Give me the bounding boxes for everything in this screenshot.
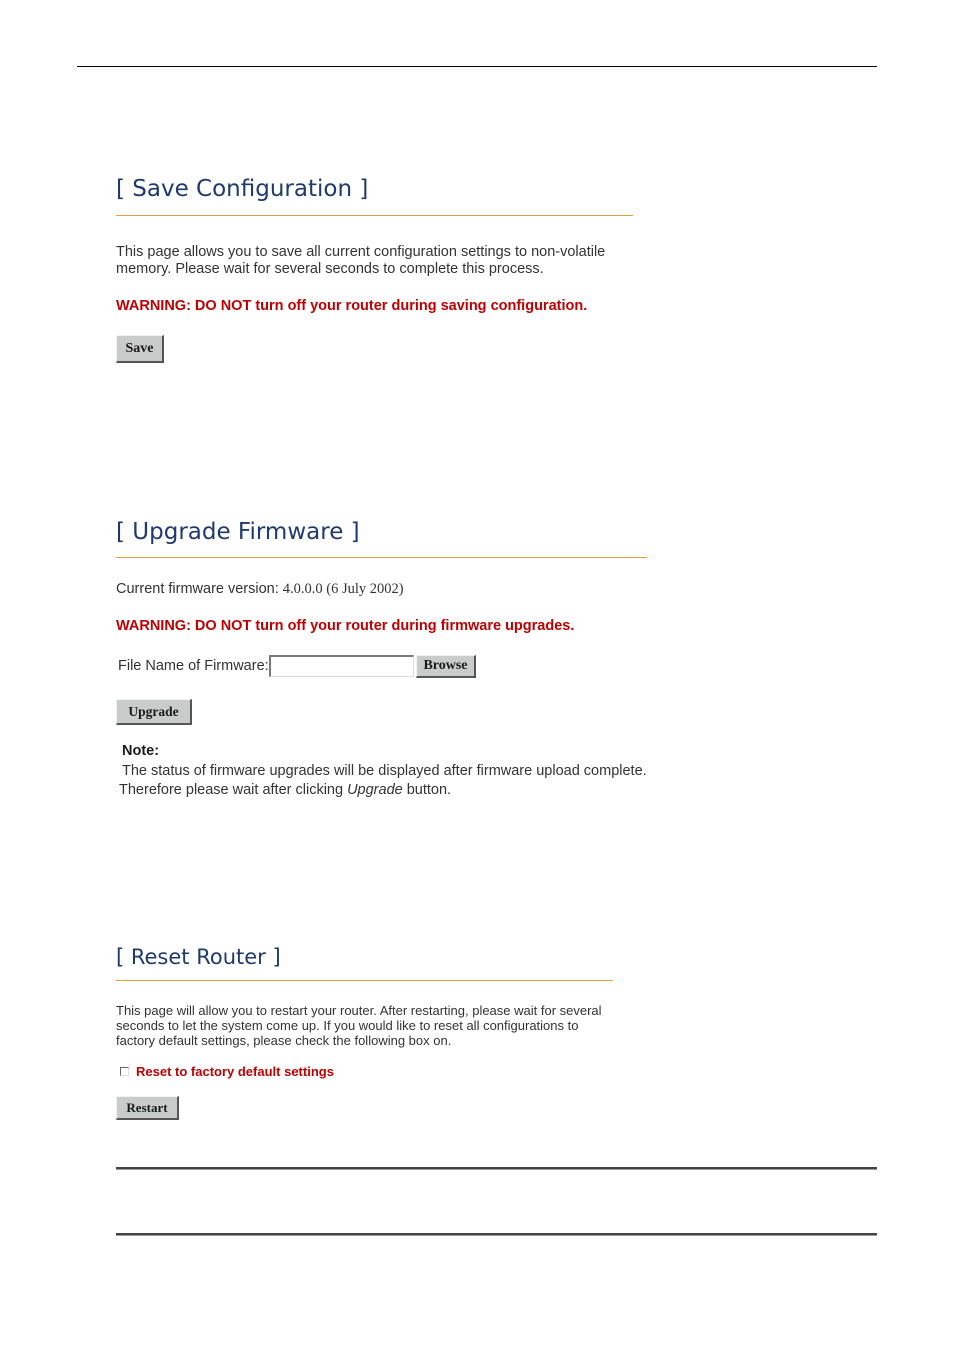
save-config-desc-line2: memory. Please wait for several seconds to complete this process.	[116, 261, 544, 277]
save-config-divider	[116, 215, 633, 216]
note-line2	[119, 782, 451, 800]
bottom-rule-lower	[116, 1233, 877, 1236]
reset-router-title: [ Reset Router ]	[116, 945, 281, 969]
note-line2-suffix: button.	[402, 782, 452, 798]
note-line1: The status of firmware upgrades will be displayed after firmware upload complete.	[122, 763, 647, 779]
firmware-version-label: Current firmware version:	[116, 581, 283, 597]
restart-button[interactable]: Restart	[116, 1096, 179, 1120]
firmware-file-input[interactable]	[269, 655, 414, 677]
note-title: Note:	[122, 743, 160, 759]
page-top-rule	[77, 66, 877, 67]
reset-desc-line1: This page will allow you to restart your router. After restarting, please wait for several	[116, 1003, 602, 1018]
upgrade-warning: WARNING: DO NOT turn off your router during firmware upgrades.	[116, 618, 575, 634]
browse-button[interactable]: Browse	[416, 655, 476, 678]
save-button[interactable]: Save	[116, 335, 164, 363]
reset-desc-line3: factory default settings, please check the following box on.	[116, 1033, 452, 1048]
upgrade-firmware-divider	[116, 557, 647, 558]
note-line2-prefix: Therefore please wait after clicking	[119, 782, 348, 798]
firmware-version-date: (6 July 2002)	[322, 581, 404, 597]
firmware-version	[116, 581, 404, 599]
file-name-label: File Name of Firmware:	[118, 658, 269, 674]
factory-reset-checkbox[interactable]	[120, 1067, 129, 1076]
upgrade-button[interactable]: Upgrade	[116, 699, 192, 725]
save-config-title: [ Save Configuration ]	[116, 176, 369, 202]
bottom-rule-upper	[116, 1167, 877, 1170]
note-line2-upgrade-emphasis: Upgrade	[347, 782, 403, 798]
upgrade-firmware-title: [ Upgrade Firmware ]	[116, 519, 360, 545]
save-config-desc-line1: This page allows you to save all current configuration settings to non-volatile	[116, 244, 606, 260]
reset-router-divider	[116, 980, 613, 981]
firmware-version-number: 4.0.0.0	[282, 581, 323, 597]
reset-desc-line2: seconds to let the system come up. If you would like to reset all configurations to	[116, 1018, 579, 1033]
save-config-warning: WARNING: DO NOT turn off your router during saving configuration.	[116, 298, 588, 314]
factory-reset-label: Reset to factory default settings	[136, 1064, 334, 1079]
